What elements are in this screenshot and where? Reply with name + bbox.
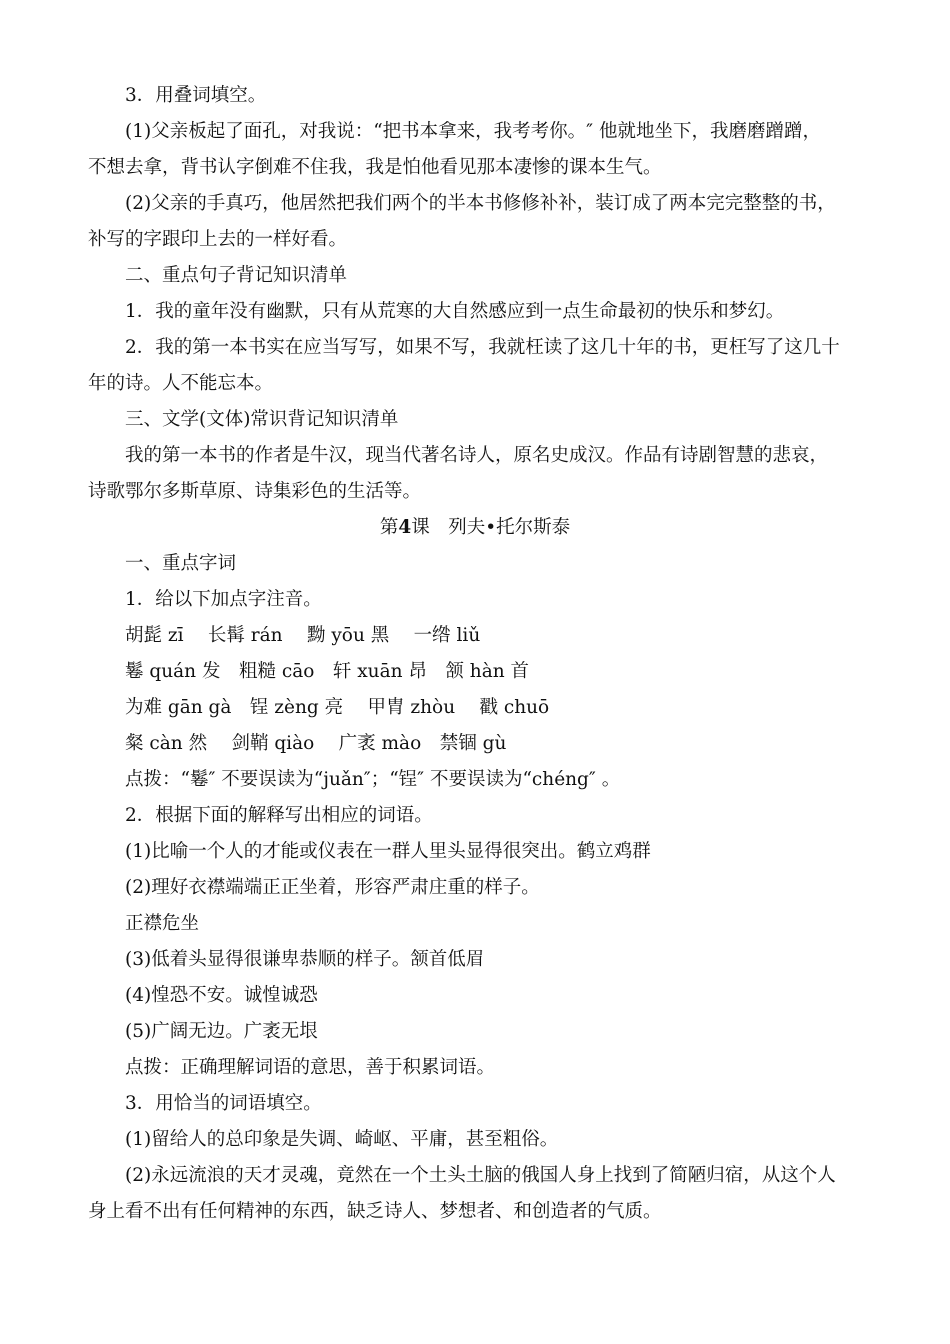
text-line: (4)惶恐不安。诚惶诚恐 [125,985,318,1006]
text-line: 我的第一本书的作者是牛汉，现当代著名诗人，原名史成汉。作品有诗剧智慧的悲哀， [125,445,829,466]
text-line: 3．用恰当的词语填空。 [125,1093,322,1114]
text-line: 1．我的童年没有幽默，只有从荒寒的大自然感应到一点生命最初的快乐和梦幻。 [125,301,785,322]
text-line: 二、重点句子背记知识清单 [125,265,348,286]
text-line: (5)广阔无边。广袤无垠 [125,1021,318,1042]
text-line: 点拨：“鬈″ 不要误读为“juǎn″；“锃″ 不要误读为“chéng″ 。 [125,769,621,790]
text-line: (2)永远流浪的天才灵魂，竟然在一个土头土脑的俄国人身上找到了简陋归宿，从这个人 [125,1165,836,1186]
text-line: 身上看不出有任何精神的东西，缺乏诗人、梦想者、和创造者的气质。 [88,1201,662,1222]
text-line: 2．根据下面的解释写出相应的词语。 [125,805,433,826]
text-line: 三、文学(文体)常识背记知识清单 [125,409,399,430]
text-line: 诗歌鄂尔多斯草原、诗集彩色的生活等。 [88,481,422,502]
text-line: 2．我的第一本书实在应当写写，如果不写，我就枉读了这几十年的书，更枉写了这几十 [125,337,840,358]
text-line: 胡髭 zī 长髯 rán 黝 yōu 黑 一绺 liǔ [125,625,481,646]
text-line: 1．给以下加点字注音。 [125,589,322,610]
text-line: (2)父亲的手真巧，他居然把我们两个的半本书修修补补，装订成了两本完完整整的书， [125,193,836,214]
text-line: 鬈 quán 发 粗糙 cāo 轩 xuān 昂 颔 hàn 首 [125,661,530,682]
text-line: (2)理好衣襟端端正正坐着，形容严肃庄重的样子。 [125,877,540,898]
text-line: 正襟危坐 [125,913,200,934]
text-line: (1)父亲板起了面孔，对我说：“把书本拿来，我考考你。″ 他就地坐下，我磨磨蹭蹭， [125,121,821,142]
text-line: 点拨：正确理解词语的意思，善于积累词语。 [125,1057,496,1078]
text-line: (1)比喻一个人的才能或仪表在一群人里头显得很突出。鹤立鸡群 [125,841,651,862]
text-line: (1)留给人的总印象是失调、崎岖、平庸，甚至粗俗。 [125,1129,559,1150]
text-line: 3．用叠词填空。 [125,85,267,106]
text-line: 为难 gān gà 锃 zèng 亮 甲胄 zhòu 戳 chuō [125,697,550,718]
text-line: (3)低着头显得很谦卑恭顺的样子。颔首低眉 [125,949,485,970]
text-line: 年的诗。人不能忘本。 [88,373,274,394]
lesson-title-prefix: 第 [379,517,399,538]
section-previous-lesson [88,78,862,510]
lesson-title [88,510,862,546]
lesson-number: 4 [398,517,412,538]
text-line: 一、重点字词 [125,553,237,574]
lesson-title-suffix: 课 列夫•托尔斯泰 [411,517,571,538]
text-line: 粲 càn 然 剑鞘 qiào 广袤 mào 禁锢 gù [125,733,507,754]
section-lesson-4 [88,546,862,1230]
text-line: 补写的字跟印上去的一样好看。 [88,229,348,250]
text-line: 不想去拿，背书认字倒难不住我，我是怕他看见那本凄惨的课本生气。 [88,157,662,178]
